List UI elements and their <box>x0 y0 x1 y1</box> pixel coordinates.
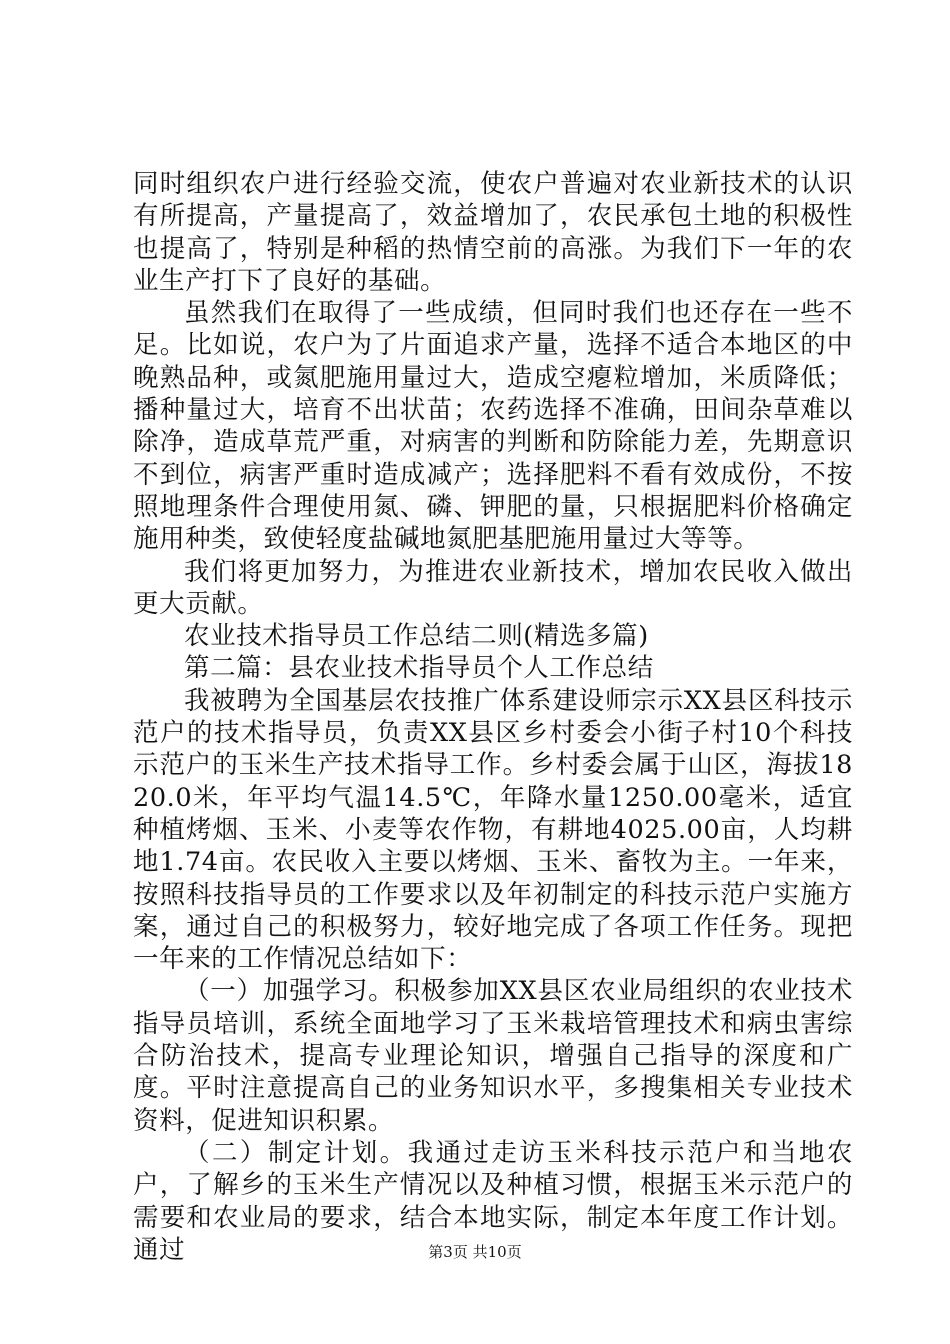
paragraph-section-two: （二）制定计划。我通过走访玉米科技示范户和当地农户，了解乡的玉米生产情况以及种植习惯，根据玉米示范户的需要和农业局的要求，结合本地实际，制定本年度工作计划。通过 <box>133 1137 853 1265</box>
paragraph-closing: 我们将更加努力，为推进农业新技术，增加农民收入做出更大贡献。 <box>133 556 853 619</box>
heading-collection-title: 农业技术指导员工作总结二则(精选多篇) <box>184 621 649 652</box>
paragraph-continuation: 同时组织农户进行经验交流，使农户普遍对农业新技术的认识有所提高，产量提高了，效益增加了，农民承包土地的积极性也提高了，特别是种稻的热情空前的高涨。为我们下一年的农业生产打下了良好的基础。 <box>133 169 853 296</box>
paragraph-shortcomings: 虽然我们在取得了一些成绩，但同时我们也还存在一些不足。比如说，农户为了片面追求产量，选择不适合本地区的中晚熟品种，或氮肥施用量过大，造成空瘪粒增加，米质降低；播种量过大，培育不出状苗；农药选择不准确，田间杂草难以除净，造成草荒严重，对病害的判断和防除能力差，先期意识不到位，病害严重时造成减产；选择肥料不看有效成份，不按照地理条件合理使用氮、磷、钾肥的量，只根据肥料价格确定施用种类，致使轻度盐碱地氮肥基肥施用量过大等等。 <box>133 298 853 555</box>
paragraph-introduction: 我被聘为全国基层农技推广体系建设师宗示XX县区科技示范户的技术指导员，负责XX县区乡村委会小街子村10个科技示范户的玉米生产技术指导工作。乡村委会属于山区，海拔1820.0米，年平均气温14.5℃，年降水量1250.00毫米，适宜种植烤烟、玉米、小麦等农作物，有耕地4025.00亩，人均耕地1.74亩。农民收入主要以烤烟、玉米、畜牧为主。一年来，按照科技指导员的工作要求以及年初制定的科技示范户实施方案，通过自己的积极努力，较好地完成了各项工作任务。现把一年来的工作情况总结如下： <box>133 685 853 975</box>
page-number-footer: 第3页 共10页 <box>428 1243 522 1261</box>
paragraph-section-one: （一）加强学习。积极参加XX县区农业局组织的农业技术指导员培训，系统全面地学习了玉米栽培管理技术和病虫害综合防治技术，提高专业理论知识，增强自己指导的深度和广度。平时注意提高自己的业务知识水平，多搜集相关专业技术资料，促进知识积累。 <box>133 976 853 1136</box>
heading-second-article: 第二篇：县农业技术指导员个人工作总结 <box>184 653 654 684</box>
document-body <box>133 168 853 1266</box>
